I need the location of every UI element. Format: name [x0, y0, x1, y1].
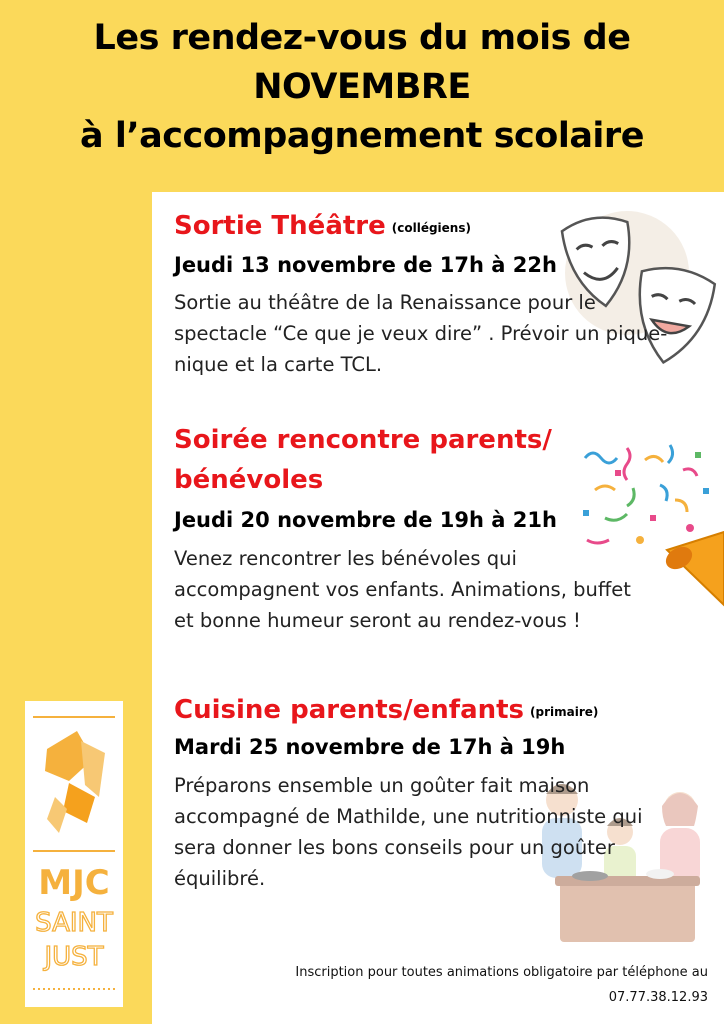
logo-just-text: JUST: [44, 942, 104, 972]
mjc-logo: [25, 701, 123, 1007]
event-2-title-line-1: Soirée rencontre parents/: [174, 425, 552, 455]
event-2-title: [174, 420, 552, 500]
footer-line-1: Inscription pour toutes animations obligatoire par téléphone au: [295, 965, 708, 980]
footer-info: [295, 960, 708, 1010]
event-1-date: Jeudi 13 novembre de 17h à 22h: [174, 253, 557, 277]
event-1-title: [174, 206, 471, 248]
event-3-description: Préparons ensemble un goûter fait maison accompagné de Mathilde, une nutritionniste qui sera donner les bons conseils pour un goûter équilibré.: [174, 774, 643, 890]
event-1-tag: (collégiens): [391, 221, 471, 235]
logo-mjc-text: MJC: [38, 863, 110, 903]
event-2-title-line-2: bénévoles: [174, 465, 324, 495]
event-3-tag: (primaire): [530, 705, 599, 719]
event-3-date: Mardi 25 novembre de 17h à 19h: [174, 735, 566, 759]
event-1-description: Sortie au théâtre de la Renaissance pour le spectacle “Ce que je veux dire” . Prévoir un pique-nique et la carte TCL.: [174, 291, 668, 376]
title-line-3: à l’accompagnement scolaire: [80, 116, 644, 156]
event-2-date: Jeudi 20 novembre de 19h à 21h: [174, 508, 557, 532]
event-1-title-text: Sortie Théâtre: [174, 211, 386, 241]
logo-saint-text: SAINT: [35, 908, 113, 938]
event-3-title: [174, 690, 598, 732]
event-3-title-text: Cuisine parents/enfants: [174, 695, 525, 725]
page-title: [0, 14, 724, 161]
footer-phone: 07.77.38.12.93: [608, 990, 708, 1005]
title-line-1: Les rendez-vous du mois de: [93, 18, 631, 58]
event-2-description: Venez rencontrer les bénévoles qui accompagnent vos enfants. Animations, buffet et bonne humeur seront au rendez-vous !: [174, 547, 631, 632]
title-line-2: NOVEMBRE: [253, 67, 471, 107]
logo-graphic: [25, 701, 123, 1007]
